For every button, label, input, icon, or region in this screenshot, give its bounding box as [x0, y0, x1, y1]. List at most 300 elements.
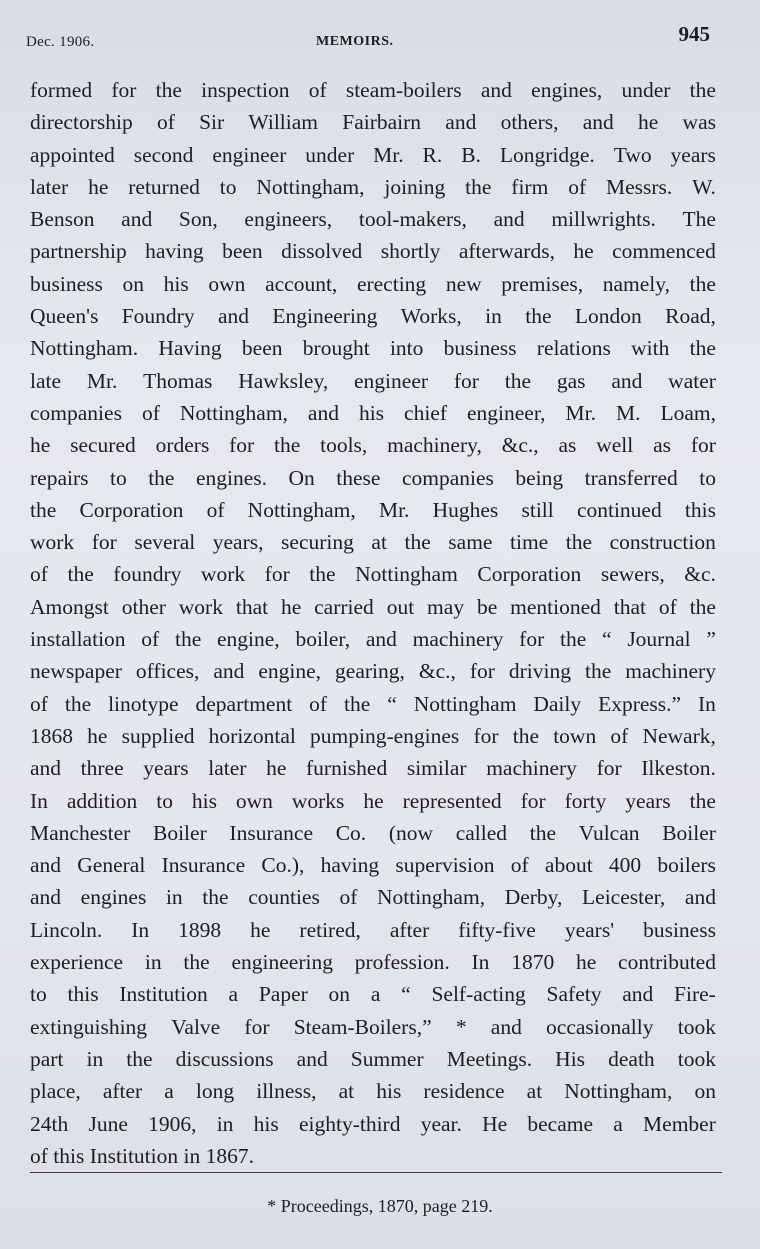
word: in — [144, 950, 162, 975]
word: and — [30, 853, 62, 878]
word: installation — [30, 627, 126, 652]
word: to — [219, 174, 237, 199]
word: Co. — [335, 820, 367, 845]
word: His — [555, 1046, 586, 1071]
text-line — [30, 978, 716, 1010]
word: furnished — [306, 756, 388, 781]
text-line — [30, 268, 716, 300]
word: business — [30, 271, 103, 296]
word: others, — [500, 110, 559, 135]
word: and — [121, 207, 153, 232]
word: at — [371, 530, 387, 555]
word: Meetings. — [446, 1046, 533, 1071]
word: Benson — [30, 207, 95, 232]
word: being — [515, 465, 564, 490]
word: orders — [155, 433, 210, 458]
word: the — [309, 562, 336, 587]
word: Nottingham, — [247, 497, 356, 522]
word: been — [241, 336, 283, 361]
word: Leicester, — [582, 885, 666, 910]
word: horizontal — [208, 723, 296, 748]
word: engineer — [212, 142, 287, 167]
word: to — [156, 788, 173, 813]
word: linotype — [108, 691, 179, 716]
word: Hawksley, — [238, 368, 329, 393]
word: R. — [422, 142, 443, 167]
word: in — [485, 304, 502, 329]
word: to — [699, 465, 716, 490]
word: companies — [30, 400, 122, 425]
text-line — [30, 752, 716, 784]
word: under — [621, 78, 671, 102]
word: his — [191, 788, 217, 813]
word: securing — [281, 530, 354, 555]
word: the — [404, 530, 431, 555]
word: the — [148, 465, 175, 490]
word: of — [30, 562, 48, 587]
word: shortly — [380, 239, 441, 264]
word: business — [643, 917, 716, 942]
word: for — [229, 433, 255, 458]
word: Insurance — [161, 853, 246, 878]
text-line: of this Institution in 1867. — [30, 1143, 254, 1168]
word: he — [575, 950, 597, 975]
word: residence — [423, 1079, 505, 1104]
word: inspection — [201, 78, 290, 102]
word: premises, — [501, 271, 584, 296]
word: that — [613, 594, 647, 619]
text-line — [30, 300, 716, 332]
word: a — [228, 982, 239, 1007]
word: for — [91, 530, 117, 555]
word: engines. — [195, 465, 268, 490]
word: took — [677, 1014, 716, 1039]
word: under — [305, 142, 355, 167]
word: the — [512, 723, 540, 748]
word: the — [504, 368, 532, 393]
text-line — [30, 881, 716, 913]
word: Son, — [178, 207, 218, 232]
text-line — [30, 106, 716, 138]
word: for — [596, 756, 622, 781]
word: M. — [615, 400, 641, 425]
word: tool-makers, — [358, 207, 467, 232]
word: 1906, — [148, 1111, 197, 1136]
word: department — [195, 691, 293, 716]
word: place, — [30, 1079, 81, 1104]
word: of — [339, 885, 358, 910]
word: Nottingham, — [564, 1079, 673, 1104]
word: of — [156, 110, 175, 135]
text-line — [30, 623, 716, 655]
word: Co.), — [261, 853, 305, 878]
text-line — [30, 591, 716, 623]
word: machinery — [486, 756, 577, 781]
word: and — [445, 110, 477, 135]
word: with — [631, 336, 670, 361]
word: later — [208, 756, 247, 781]
word: Express.” — [598, 691, 682, 716]
text-line — [30, 462, 716, 494]
word: for — [244, 1014, 270, 1039]
word: the — [689, 594, 716, 619]
word: the — [30, 497, 57, 522]
word: and — [296, 1046, 328, 1071]
word: supervision — [395, 853, 495, 878]
word: experience — [30, 950, 124, 975]
word: secured — [70, 433, 136, 458]
word: he — [638, 110, 659, 135]
word: dissolved — [281, 239, 363, 264]
word: and — [493, 207, 525, 232]
word: on — [328, 982, 351, 1007]
word: late — [30, 368, 62, 393]
word: gearing, — [335, 659, 405, 684]
word: 1870 — [511, 950, 555, 975]
word: in — [86, 1046, 104, 1071]
word: and — [30, 885, 62, 910]
word: Amongst — [30, 594, 109, 619]
word: machinery, — [387, 433, 482, 458]
word: The — [682, 207, 716, 232]
word: years — [625, 788, 671, 813]
word: In — [698, 691, 716, 716]
word: second — [133, 142, 194, 167]
word: took — [677, 1046, 716, 1071]
word: Summer — [350, 1046, 424, 1071]
word: his — [253, 1111, 279, 1136]
word: the — [344, 691, 371, 716]
word: of — [510, 853, 529, 878]
word: other — [121, 594, 166, 619]
word: for — [473, 723, 499, 748]
word: millwrights. — [551, 207, 656, 232]
word: and — [490, 1014, 522, 1039]
word: tools, — [320, 433, 368, 458]
word: mentioned — [510, 594, 601, 619]
word: for — [469, 659, 495, 684]
word: Mr. — [378, 497, 410, 522]
text-line — [30, 332, 716, 364]
word: retired, — [299, 917, 361, 942]
word: directorship — [30, 110, 133, 135]
word: for — [690, 433, 716, 458]
word: Mr. — [373, 142, 404, 167]
running-header — [26, 22, 710, 52]
word: &c., — [501, 433, 539, 458]
word: the — [689, 271, 716, 296]
word: In — [30, 788, 48, 813]
word: called — [455, 820, 508, 845]
word: he — [30, 433, 51, 458]
word: these — [336, 465, 381, 490]
word: gas — [556, 368, 586, 393]
word: &c. — [684, 562, 716, 587]
text-line — [30, 1043, 716, 1075]
word: Manchester — [30, 820, 131, 845]
text-line — [30, 494, 716, 526]
word: the — [465, 174, 492, 199]
text-line — [30, 139, 716, 171]
word: engineer — [354, 368, 429, 393]
word: boiler, — [295, 627, 351, 652]
word: year. — [420, 1111, 462, 1136]
text-line — [30, 688, 716, 720]
word: years — [670, 142, 716, 167]
word: eighty-third — [298, 1111, 401, 1136]
word: relations — [536, 336, 611, 361]
word: Institution — [119, 982, 208, 1007]
word: “ — [387, 691, 397, 716]
word: 1868 — [30, 723, 73, 748]
text-line — [30, 720, 716, 752]
word: works — [291, 788, 345, 813]
word: Newark, — [642, 723, 716, 748]
word: three — [80, 756, 124, 781]
word: account, — [265, 271, 338, 296]
word: work — [30, 530, 75, 555]
word: foundry — [113, 562, 182, 587]
word: joining — [384, 174, 446, 199]
word: water — [668, 368, 716, 393]
word: engine, — [258, 659, 322, 684]
word: commenced — [612, 239, 716, 264]
text-line — [30, 365, 716, 397]
word: as — [558, 433, 577, 458]
word: of — [610, 723, 629, 748]
word: to — [30, 982, 47, 1007]
word: Queen's — [30, 304, 99, 329]
word: years — [143, 756, 189, 781]
text-line — [30, 946, 716, 978]
text-line — [30, 203, 716, 235]
word: Hughes — [432, 497, 499, 522]
word: several — [134, 530, 196, 555]
word: after — [102, 1079, 143, 1104]
word: machinery — [412, 627, 504, 652]
word: own — [235, 788, 273, 813]
word: Safety — [546, 982, 602, 1007]
word: London — [574, 304, 642, 329]
word: and — [30, 756, 62, 781]
word: of — [309, 691, 328, 716]
word: the — [584, 659, 612, 684]
footnote-divider — [30, 1172, 722, 1173]
page-number: 945 — [678, 22, 710, 46]
word: of — [141, 627, 160, 652]
word: Nottingham, — [376, 885, 486, 910]
word: and — [611, 368, 643, 393]
word: the — [274, 433, 301, 458]
word: he — [280, 594, 302, 619]
word: and — [307, 400, 339, 425]
word: Ilkeston. — [641, 756, 716, 781]
word: of — [658, 594, 677, 619]
memoir-body-text — [30, 74, 716, 1172]
word: he — [573, 239, 594, 264]
word: same — [448, 530, 493, 555]
word: of — [308, 78, 327, 102]
word: may — [427, 594, 465, 619]
word: the — [565, 530, 593, 555]
word: new — [445, 271, 482, 296]
word: he — [363, 788, 384, 813]
word: Mr. — [86, 368, 118, 393]
word: well — [596, 433, 634, 458]
word: “ — [401, 982, 411, 1007]
word: Messrs. — [606, 174, 673, 199]
word: Nottingham, — [179, 400, 288, 425]
word: Foundry — [121, 304, 195, 329]
word: at — [338, 1079, 355, 1104]
word: the — [689, 78, 716, 102]
word: namely, — [602, 271, 671, 296]
word: the — [174, 627, 202, 652]
header-date: Dec. 1906. — [26, 34, 95, 50]
word: General — [77, 853, 146, 878]
word: the — [689, 336, 716, 361]
word: &c., — [418, 659, 456, 684]
word: the — [183, 950, 210, 975]
word: steam-boilers — [345, 78, 462, 102]
word: and — [622, 982, 654, 1007]
word: later — [30, 174, 69, 199]
word: Road, — [665, 304, 716, 329]
word: for — [264, 562, 290, 587]
word: time — [510, 530, 549, 555]
text-line — [30, 74, 716, 106]
word: work — [200, 562, 246, 587]
text-line — [30, 526, 716, 558]
word: out — [386, 594, 415, 619]
word: driving — [508, 659, 571, 684]
word: having — [320, 853, 380, 878]
word: of — [30, 691, 48, 716]
word: ” — [706, 627, 716, 652]
word: construction — [609, 530, 716, 555]
word: Nottingham — [413, 691, 517, 716]
word: the — [525, 304, 552, 329]
word: companies — [401, 465, 494, 490]
word: work — [178, 594, 223, 619]
word: transferred — [584, 465, 678, 490]
word: long — [195, 1079, 235, 1104]
word: be — [476, 594, 498, 619]
word: and — [213, 659, 245, 684]
word: at — [526, 1079, 543, 1104]
word: June — [88, 1111, 128, 1136]
word: this — [67, 982, 99, 1007]
word: into — [389, 336, 424, 361]
word: his — [163, 271, 189, 296]
word: forty — [564, 788, 607, 813]
word: part — [30, 1046, 64, 1071]
word: and — [582, 110, 614, 135]
word: Self-acting — [431, 982, 526, 1007]
word: 1898 — [178, 917, 222, 942]
header-section-title: MEMOIRS. — [316, 34, 394, 49]
word: newspaper — [30, 659, 122, 684]
word: a — [613, 1111, 623, 1136]
word: engineer, — [466, 400, 546, 425]
word: he — [87, 723, 108, 748]
word: extinguishing — [30, 1014, 148, 1039]
word: Engineering — [272, 304, 378, 329]
word: on — [694, 1079, 716, 1104]
word: Nottingham, — [256, 174, 365, 199]
word: brought — [302, 336, 370, 361]
word: in — [216, 1111, 234, 1136]
word: the — [559, 627, 587, 652]
word: he — [88, 174, 109, 199]
word: the — [202, 885, 229, 910]
word: similar — [406, 756, 467, 781]
word: of — [568, 174, 587, 199]
word: engines, — [531, 78, 603, 102]
word: engine, — [217, 627, 280, 652]
text-line — [30, 1075, 716, 1107]
word: carried — [314, 594, 374, 619]
word: became — [527, 1111, 594, 1136]
word: engines — [80, 885, 147, 910]
text-line — [30, 914, 716, 946]
word: the — [126, 1046, 153, 1071]
word: machinery — [625, 659, 716, 684]
word: business — [443, 336, 517, 361]
word: Paper — [258, 982, 308, 1007]
word: in — [165, 885, 183, 910]
word: and — [365, 627, 397, 652]
text-line — [30, 171, 716, 203]
word: formed — [30, 78, 93, 102]
word: Works, — [400, 304, 462, 329]
word: In — [131, 917, 150, 942]
word: represented — [402, 788, 502, 813]
word: Sir — [199, 110, 225, 135]
word: after — [389, 917, 430, 942]
word: Loam, — [660, 400, 716, 425]
word: contributed — [618, 950, 716, 975]
word: discussions — [175, 1046, 274, 1071]
word: Longridge. — [499, 142, 595, 167]
word: Derby, — [504, 885, 563, 910]
text-line — [30, 849, 716, 881]
text-line — [30, 1108, 716, 1140]
word: He — [482, 1111, 508, 1136]
word: death — [608, 1046, 655, 1071]
word: own — [208, 271, 246, 296]
word: engineering — [231, 950, 333, 975]
word: 400 — [608, 853, 642, 878]
word: Steam-Boilers,” — [293, 1014, 432, 1039]
word: Thomas — [143, 368, 213, 393]
word: boilers — [657, 853, 716, 878]
word: the — [529, 820, 557, 845]
word: of — [141, 400, 160, 425]
word: Corporation — [477, 562, 582, 587]
word: Daily — [533, 691, 582, 716]
word: afterwards, — [458, 239, 555, 264]
word: as — [653, 433, 671, 458]
word: Lincoln. — [30, 917, 103, 942]
word: Member — [643, 1111, 716, 1136]
word: Nottingham. — [30, 336, 139, 361]
text-line — [30, 429, 716, 461]
word: for — [520, 788, 546, 813]
word: profession. — [354, 950, 450, 975]
word: addition — [66, 788, 138, 813]
word: pumping-engines — [310, 723, 460, 748]
